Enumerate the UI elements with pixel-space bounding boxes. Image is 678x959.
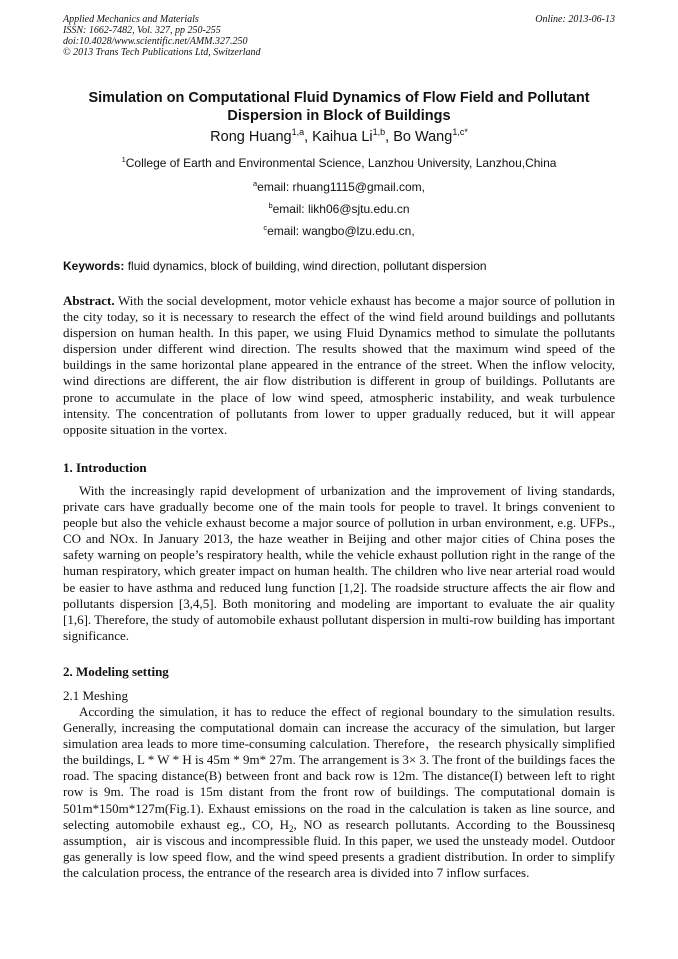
keywords-label: Keywords: xyxy=(63,259,125,273)
email-line xyxy=(50,202,628,217)
email-text: email: wangbo@lzu.edu.cn, xyxy=(267,224,415,238)
email-text: email: rhuang1115@gmail.com, xyxy=(257,180,425,194)
abstract-label: Abstract. xyxy=(63,293,115,308)
email-sup: c xyxy=(263,223,268,232)
author-name: Bo Wang xyxy=(393,129,453,145)
author-name: Kaihua Li xyxy=(312,129,373,145)
introduction-paragraph: With the increasingly rapid development of urbanization and the improvement of living standards, private cars have gradually become one of the main tools for people to travel. It brings convenient to people but also the vehicle exhaust become a major source of pollution in urban environment, e.g. UFPs., CO and NOx. In January 2013, the haze weather in Beijing and other major cities of China poses the safety warning on people’s respiratory health, while the vehicle exhaust pollution right in the range of the human respiratory, which greater impact on human health. The children who live near arterial road would be easier to have asthma and reduced lung function [1,2]. The roadside structure affects the air flow and pollutants dispersion [3,4,5]. Both monitoring and modeling are important to evaluate the air quality [1,6]. Therefore, the study of automobile exhaust pollutant dispersion in multi-row building has important significance. xyxy=(63,483,615,643)
author-affil-sup: 1,a xyxy=(291,127,305,137)
journal-name: Applied Mechanics and Materials xyxy=(63,14,199,25)
copyright-line: © 2013 Trans Tech Publications Ltd, Switzerland xyxy=(63,47,261,58)
keywords-text: fluid dynamics, block of building, wind direction, pollutant dispersion xyxy=(127,259,487,273)
email-sup: b xyxy=(268,201,273,210)
doi-line: doi:10.4028/www.scientific.net/AMM.327.250 xyxy=(63,36,248,47)
affiliation xyxy=(50,156,628,171)
abstract-text: With the social development, motor vehicle exhaust has become a major source of pollution in the city today, so it is necessary to research the effect of the wind field around buildings and pollutants dispersion on human health. In this paper, we using Fluid Dynamics method to simulate the pollutants dispersion under different wind direction. The results showed that the maximum wind speed of the buildings in the same horizontal plane appeared in the entrance of the street. When the inflow velocity, wind directions are different, the air flow distribution is different in group of buildings. Pollutants are prone to accumulate in the place of low wind speed, atmospheric instability, and weak turbulence intensity. The concentration of pollutants from lower to upper gradually reduced, but it will appear opposite situation in the vortex. xyxy=(63,293,616,437)
author-affil-sup: 1,c* xyxy=(452,127,468,137)
author-list: Rong Huang$^{1,a}$, Kaihua Li$^{1,b}$, Bo Wang$^{1,c*}$ xyxy=(210,127,468,145)
abstract xyxy=(63,293,615,438)
email-sup: a xyxy=(253,179,258,188)
title-line-2: Dispersion in Block of Buildings xyxy=(227,108,451,124)
meshing-text-a: According the simulation, it has to reduce the effect of regional boundary to the simulation results. Generally, increasing the computational domain can increase the accuracy of the simulation, but larger simulation area leads to more time-consuming calculation. Therefore，the research physically simplified the buildings, L * W * H is 45m * 9m* 27m. The arrangement is 3× 3. The front of the buildings faces the road. The spacing distance(B) between front and back row is 12m. The distance(I) between left to right row is 9m. The road is 15m distant from the front row of buildings. The computational domain is 501m*150m*127m(Fig.1). Exhaust emissions on the road in the calculation is taken as line source, and selecting automobile exhaust eg., CO, H xyxy=(63,704,615,832)
meshing-paragraph xyxy=(63,704,615,881)
affiliation-sup: 1 xyxy=(121,155,126,164)
email-line xyxy=(50,180,628,195)
journal-header xyxy=(63,14,615,58)
section-heading-introduction: 1. Introduction xyxy=(63,460,147,475)
keywords xyxy=(63,259,615,274)
meshing-text-b: , NO as research pollutants. According to the Boussinesq assumption，air is viscous and incompressible fluid. In this paper, we used the unsteady model. Outdoor gas generally is low speed flow, and the wind speed presents a gradient distribution. In order to simplify the calculation process, the entrance of the research area is divided into 7 inflow surfaces. xyxy=(63,816,615,880)
online-date: Online: 2013-06-13 xyxy=(535,14,615,25)
subscript: 2 xyxy=(289,823,294,834)
author-affil-sup: 1,b xyxy=(372,127,386,137)
email-text: email: likh06@sjtu.edu.cn xyxy=(272,202,410,216)
paper-title xyxy=(50,89,628,125)
subsection-heading-meshing: 2.1 Meshing xyxy=(63,688,128,703)
author-name: Rong Huang xyxy=(210,129,292,145)
issn-line: ISSN: 1662-7482, Vol. 327, pp 250-255 xyxy=(63,25,221,36)
section-heading-modeling: 2. Modeling setting xyxy=(63,664,169,679)
email-line xyxy=(50,224,628,239)
title-line-1: Simulation on Computational Fluid Dynamics of Flow Field and Pollutant xyxy=(88,90,590,106)
affiliation-text: College of Earth and Environmental Science, Lanzhou University, Lanzhou,China xyxy=(125,156,557,170)
